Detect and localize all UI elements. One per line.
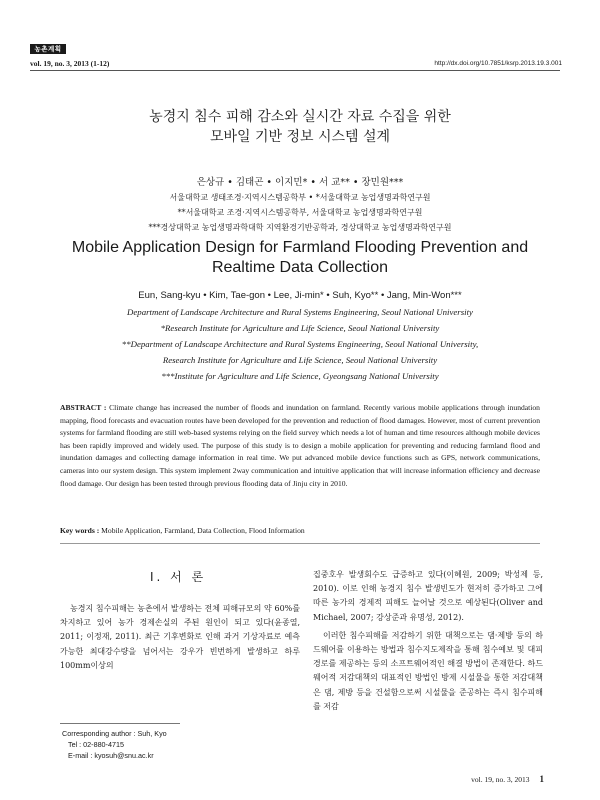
english-affiliation-1: Department of Landscape Architecture and Rural Systems Engineering, Seoul National University [127, 307, 473, 317]
section-heading-introduction: I. 서 론 [150, 570, 207, 584]
intro-right-paragraph-1: 집중호우 발생회수도 급증하고 있다(이혜원, 2009; 박성제 등, 2010). 이로 인해 농경지 침수 발생빈도가 현저히 증가하고 그에 따른 농가의 경제적 피해도 늘어날 것으로 예상된다(Oliver and Michael, 2007; 강상준과 유명성, 2012). [313, 570, 543, 622]
footnote-divider [60, 723, 180, 724]
english-affiliation-5: ***Institute for Agriculture and Life Science, Gyeongsang National University [161, 371, 439, 381]
corresponding-author: Corresponding author : Suh, Kyo [62, 729, 167, 738]
page-footer [471, 774, 544, 784]
header-divider [30, 70, 560, 71]
english-title-line1: Mobile Application Design for Farmland Flooding Prevention and [71, 239, 529, 256]
abstract-label: ABSTRACT : [60, 403, 107, 412]
doi-link[interactable]: http://dx.doi.org/10.7851/ksrp.2013.19.3.001 [434, 60, 562, 67]
intro-left-paragraph: 농경지 침수피해는 농촌에서 발생하는 전체 피해규모의 약 60%를 차지하고 있어 농가 경제손실의 주된 원인이 되고 있다(윤종열, 2011; 이정재, 2011). 최근 기후변화로 인해 과거 기상자료로 예측 가능한 최대강수량을 넘어서는 강우가 빈번하게 발생하고 하루 100mm이상의 [60, 604, 300, 670]
english-title-line2: Realtime Data Collection [211, 259, 389, 276]
korean-title-line2: 모바일 기반 정보 시스템 설계 [209, 129, 391, 145]
page-number: 1 [539, 774, 544, 784]
keywords-text: Mobile Application, Farmland, Data Collection, Flood Information [101, 526, 305, 535]
keywords-label: Key words : [60, 526, 100, 535]
korean-title-line1: 농경지 침수 피해 감소와 실시간 자료 수집을 위한 [149, 109, 451, 125]
keywords [60, 526, 305, 535]
korean-affiliation-3: ***경상대학교 농업생명과학대학 지역환경기반공학과, 경상대학교 농업생명과학연구원 [148, 223, 452, 232]
korean-authors: 은상규 • 김태곤 • 이지민* • 서 교** • 장민원*** [196, 177, 404, 188]
corresponding-tel: Tel : 02-880-4715 [68, 740, 124, 749]
korean-affiliation-1: 서울대학교 생태조경·지역시스템공학부 • *서울대학교 농업생명과학연구원 [169, 193, 431, 202]
abstract [60, 402, 540, 490]
english-affiliation-2: *Research Institute for Agriculture and Life Science, Seoul National University [160, 323, 440, 333]
english-affiliation-4: Research Institute for Agriculture and Life Science, Seoul National University [162, 355, 438, 365]
abstract-text: Climate change has increased the number of floods and inundation on farmland. Recently various mobile applications through inundation mapping, flood forecasts and evacuation routes have been developed for the prevention and reduction of flood damages. However, most of current prevention systems for farmland flooding are still web-based systems relying on the field survey which needs a lot of human and time resources although mobile devices has been rapidly improved and widely used. The purpose of this study is to design a mobile application for preventing and reducing farmland flood and inundation damages and collecting damage information in real time. We put advanced mobile device functions such as GPS, network communications, cameras into our system design. This system implement 2way communication and intuitive application that will increase information efficiency and decrease flood damage. Our design has been tested through previous flooding data of Jinju city in 2010. [60, 403, 540, 488]
english-authors: Eun, Sang-kyu • Kim, Tae-gon • Lee, Ji-min* • Suh, Kyo** • Jang, Min-Won*** [138, 290, 462, 301]
intro-right-column [313, 568, 543, 714]
journal-logo: 농촌계획 [30, 44, 66, 54]
footer-volume: vol. 19, no. 3, 2013 [471, 775, 530, 784]
corresponding-email[interactable]: E-mail : kyosuh@snu.ac.kr [68, 751, 154, 760]
korean-affiliation-2: **서울대학교 조경·지역시스템공학부, 서울대학교 농업생명과학연구원 [177, 208, 423, 217]
header-volume: vol. 19, no. 3, 2013 (1-12) [30, 59, 110, 68]
english-affiliation-3: **Department of Landscape Architecture and Rural Systems Engineering, Seoul National University, [121, 339, 479, 349]
intro-right-paragraph-2: 이러한 침수피해를 저감하기 위한 대책으로는 댐·제방 등의 하드웨어를 이용하는 방법과 침수지도제작을 통해 침수예보 및 대피경로를 제공하는 등의 소프트웨어적인 해결 방법이 존재한다. 하드웨어적 저감대책의 대표적인 방법인 방제 시설물을 통한 저감대책은 댐, 제방 등을 건설함으로써 시설물을 준공하는 즉시 침수피해를 저감 [313, 630, 543, 711]
section-divider [60, 543, 540, 544]
correspondence-footnote [62, 728, 167, 761]
